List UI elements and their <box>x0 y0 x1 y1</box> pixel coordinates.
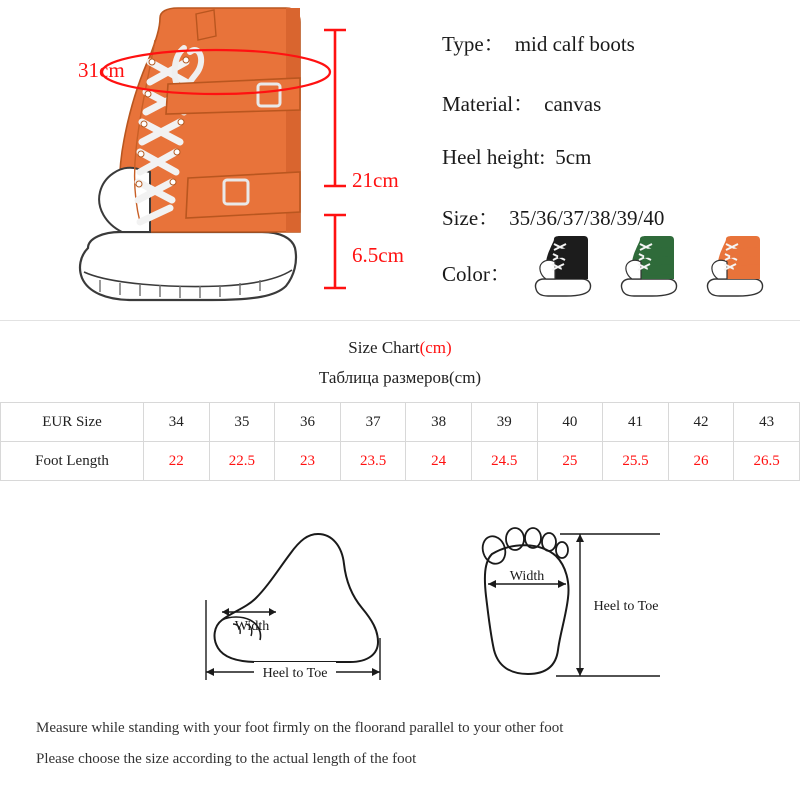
row-header-foot-length: Foot Length <box>1 442 144 481</box>
spec-heel-height-label: Heel height: <box>442 145 546 169</box>
cell-len-7: 25.5 <box>603 442 669 481</box>
cell-eur-4: 38 <box>406 403 472 442</box>
cell-len-0: 22 <box>144 442 210 481</box>
spec-type-value: mid calf boots <box>514 32 635 56</box>
spec-type <box>442 28 635 58</box>
spec-heel-height-value: 5cm <box>555 145 592 169</box>
spec-color <box>442 258 511 288</box>
side-length-label: Heel to Toe <box>262 666 328 681</box>
foot-side-view <box>206 534 380 681</box>
color-swatch-row <box>526 233 770 301</box>
boot-pull-tab <box>196 10 216 40</box>
top-section <box>0 0 800 320</box>
cell-eur-8: 42 <box>668 403 734 442</box>
size-chart-section <box>0 320 800 505</box>
cell-len-5: 24.5 <box>471 442 537 481</box>
color-variant-black[interactable] <box>526 233 598 301</box>
table-row-eur-size <box>1 403 800 442</box>
note-2: Please choose the size according to the actual length of the foot <box>36 751 417 767</box>
spec-list <box>430 0 800 320</box>
size-chart-table <box>0 402 800 481</box>
size-chart-title-ru-unit: (cm) <box>448 368 482 387</box>
cell-eur-9: 43 <box>734 403 800 442</box>
size-chart-title-ru-text: Таблица размеров <box>318 368 449 387</box>
spec-type-label: Type： <box>442 32 505 56</box>
boot-illustration <box>0 0 430 320</box>
spec-size <box>442 202 664 232</box>
row-header-eur-size: EUR Size <box>1 403 144 442</box>
cell-len-3: 23.5 <box>340 442 406 481</box>
measure-label-platform: 6.5cm <box>352 243 404 267</box>
spec-color-label: Color： <box>442 262 511 286</box>
cell-eur-2: 36 <box>275 403 341 442</box>
cell-len-9: 26.5 <box>734 442 800 481</box>
top-width-label: Width <box>509 569 545 584</box>
table-row-foot-length <box>1 442 800 481</box>
foot-measurement-diagrams <box>0 512 800 712</box>
foot-top-view <box>479 528 668 676</box>
cell-len-8: 26 <box>668 442 734 481</box>
spec-heel-height <box>442 145 591 170</box>
color-variant-green[interactable] <box>612 233 684 301</box>
spec-size-label: Size： <box>442 206 500 230</box>
cell-eur-5: 39 <box>471 403 537 442</box>
diagram-svg <box>0 512 800 712</box>
cell-eur-6: 40 <box>537 403 603 442</box>
cell-eur-0: 34 <box>144 403 210 442</box>
cell-eur-3: 37 <box>340 403 406 442</box>
cell-len-6: 25 <box>537 442 603 481</box>
measure-label-shaft-height: 21cm <box>352 168 399 192</box>
cell-len-2: 23 <box>275 442 341 481</box>
spec-size-value: 35/36/37/38/39/40 <box>509 206 665 230</box>
cell-len-1: 22.5 <box>209 442 275 481</box>
size-chart-title-ru <box>0 368 800 388</box>
spec-material <box>442 88 601 118</box>
spec-material-value: canvas <box>544 92 602 116</box>
measure-label-circumference: 31cm <box>78 58 125 82</box>
cell-len-4: 24 <box>406 442 472 481</box>
cell-eur-7: 41 <box>603 403 669 442</box>
size-chart-title <box>0 338 800 358</box>
size-chart-title-text: Size Chart <box>348 338 420 357</box>
cell-eur-1: 35 <box>209 403 275 442</box>
side-width-label: Width <box>234 619 270 634</box>
boot-svg <box>0 0 430 320</box>
measurement-notes <box>0 706 800 768</box>
spec-material-label: Material： <box>442 92 535 116</box>
boot-sole <box>80 232 296 300</box>
note-1: Measure while standing with your foot firmly on the floorand parallel to your other foot <box>36 720 564 736</box>
color-variant-orange[interactable] <box>698 233 770 301</box>
size-chart-title-unit: (cm) <box>419 338 452 357</box>
top-length-label: Heel to Toe <box>593 599 659 614</box>
